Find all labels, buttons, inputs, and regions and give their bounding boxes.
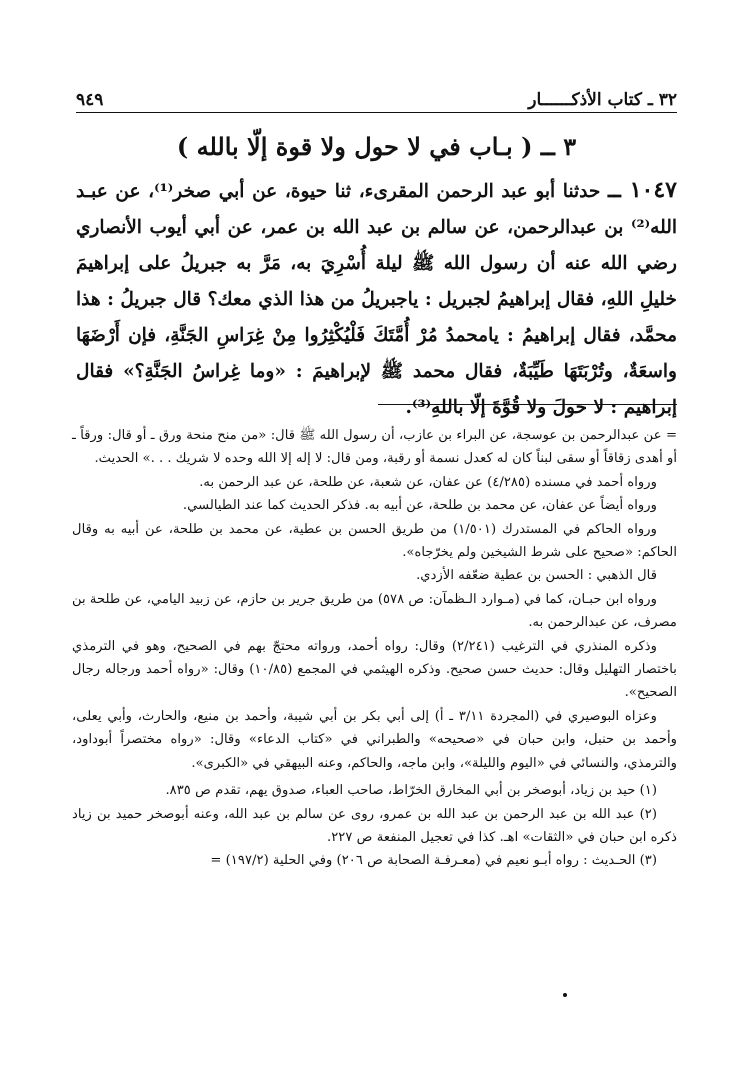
note-paragraph: ورواه أيضاً عن عفان، عن محمد بن طلحة، عن أبيه به. فذكر الحديث كما عند الطيالسي. — [182, 498, 657, 514]
note-paragraph: ورواه أحمد في مسنده (٤/٢٨٥) عن عفان، عن شعبة، عن طلحة، عن عبد الرحمن به. — [199, 474, 657, 490]
header-rule — [76, 112, 677, 113]
hadith-text: حدثنا أبو عبد الرحمن المقرىء، ثنا حيوة، عن أبي صخر⁽¹⁾، عن عبـد الله⁽²⁾ بن عبدالرحمن، عن سالم بن عبد الله بن عمر، عن أبي أيوب الأنصاري رضي الله عنه أن رسول الله ﷺ ليلة أُسْرِيَ به، مَرَّ به جبريلُ على إبراهيمَ خليلِ اللهِ، فقال إبراهيمُ لجبريل : ياجبريلُ من هذا الذي معك؟ قال جبريلُ : هذا محمَّد، فقال إبراهيمُ : يامحمدُ مُرْ أُمَّتَكَ فَلْيُكْثِرُوا مِنْ غِرَاسِ الجَنَّةِ، فإن أَرْضَهَا واسعَةٌ، وتُرْبَتَهَا طَيِّبَةٌ، فقال محمد ﷺ لإبراهيمَ : «وما غِراسُ الجَنَّةِ؟» فقال إبراهيم : لا حولَ ولا قُوَّةَ إلّا باللهِ⁽³⁾. — [76, 181, 677, 418]
page-mark — [563, 993, 567, 997]
page-header — [76, 84, 677, 110]
note-paragraph: وذكره المنذري في الترغيب (٢/٢٤١) وقال: رواه أحمد، ورواته محتجّ بهم في الصحيح، وهو في الترمذي باختصار التهليل وقال: حديث حسن صحيح. وذكره الهيثمي في المجمع (١٠/٨٥) وقال: «رواه أحمد ورجاله رجال الصحيح». — [72, 638, 677, 701]
note-paragraph: ورواه ابن حبـان، كما في (مـوارد الـظمآن: ص ٥٧٨) من طريق جرير بن حازم، عن زبيد اليامي، عن طلحة بن مصرف، عن عبدالرحمن به. — [72, 591, 677, 631]
footnote-3: (٣) الحـديث : رواه أبـو نعيم في (معـرفـة الصحابة ص ٢٠٦) وفي الحلية (١٩٧/٢) = — [210, 853, 657, 869]
footnote-2: (٢) عبد الله بن عبد الرحمن بن عبد الله بن عمرو، روى عن سالم بن عبد الله، وعنه أبوصخر حميد بن زياد ذكره ابن حبان في «الثقات» اهـ. كذا في تعجيل المنفعة ص ٢٢٧. — [72, 806, 677, 845]
note-paragraph: ورواه الحاكم في المستدرك (١/٥٠١) من طريق الحسن بن عطية، عن محمد بن طلحة، عن أبيه به وقال الحاكم: «صحيح على شرط الشيخين ولم يخرّجاه». — [72, 521, 677, 561]
footnotes-area — [72, 424, 677, 873]
running-title: ٣٢ ـ كتاب الأذكــــــار — [528, 90, 677, 110]
note-paragraph: = عن عبدالرحمن بن عوسجة، عن البراء بن عازب، أن رسول الله ﷺ قال: «من منح منحة ورق ـ أو قال: ورقاً ـ أو أهدى زقاقاً أو سقى لبناً كان له كعدل نسمة أو رقبة، ومن قال: لا إله إلا الله وحده لا شريك . . .» الحديث. — [72, 428, 677, 467]
chapter-title: ٣ ــ ( بـاب في لا حول ولا قوة إلّا بالله ) — [176, 132, 577, 161]
note-paragraph: وعزاه البوصيري في (المجردة ٣/١١ ـ أ) إلى أبي بكر بن أبي شيبة، وأحمد بن منيع، والحارث، وأبي يعلى، وأحمد بن حنبل، وابن حبان في «صحيحه» والطبراني في «كتاب الدعاء» وقال: «رواه مختصراً أبوداود، والترمذي، والنسائي في «اليوم والليلة»، وابن ماجه، والحاكم، وعنه البيهقي في «الكبرى». — [72, 708, 677, 771]
footnote-1: (١) حيد بن زياد، أبوصخر بن أبي المخارق الخرّاط، صاحب العباء، صدوق يهم، تقدم ص ٨٣٥. — [165, 783, 657, 799]
footnote-rule — [378, 404, 677, 405]
hadith-text-block — [76, 172, 677, 426]
hadith-number: ١٠٤٧ ــ — [607, 177, 677, 203]
page-number: ٩٤٩ — [76, 90, 104, 110]
note-paragraph: قال الذهبي : الحسن بن عطية ضعّفه الأزدي. — [416, 568, 657, 584]
